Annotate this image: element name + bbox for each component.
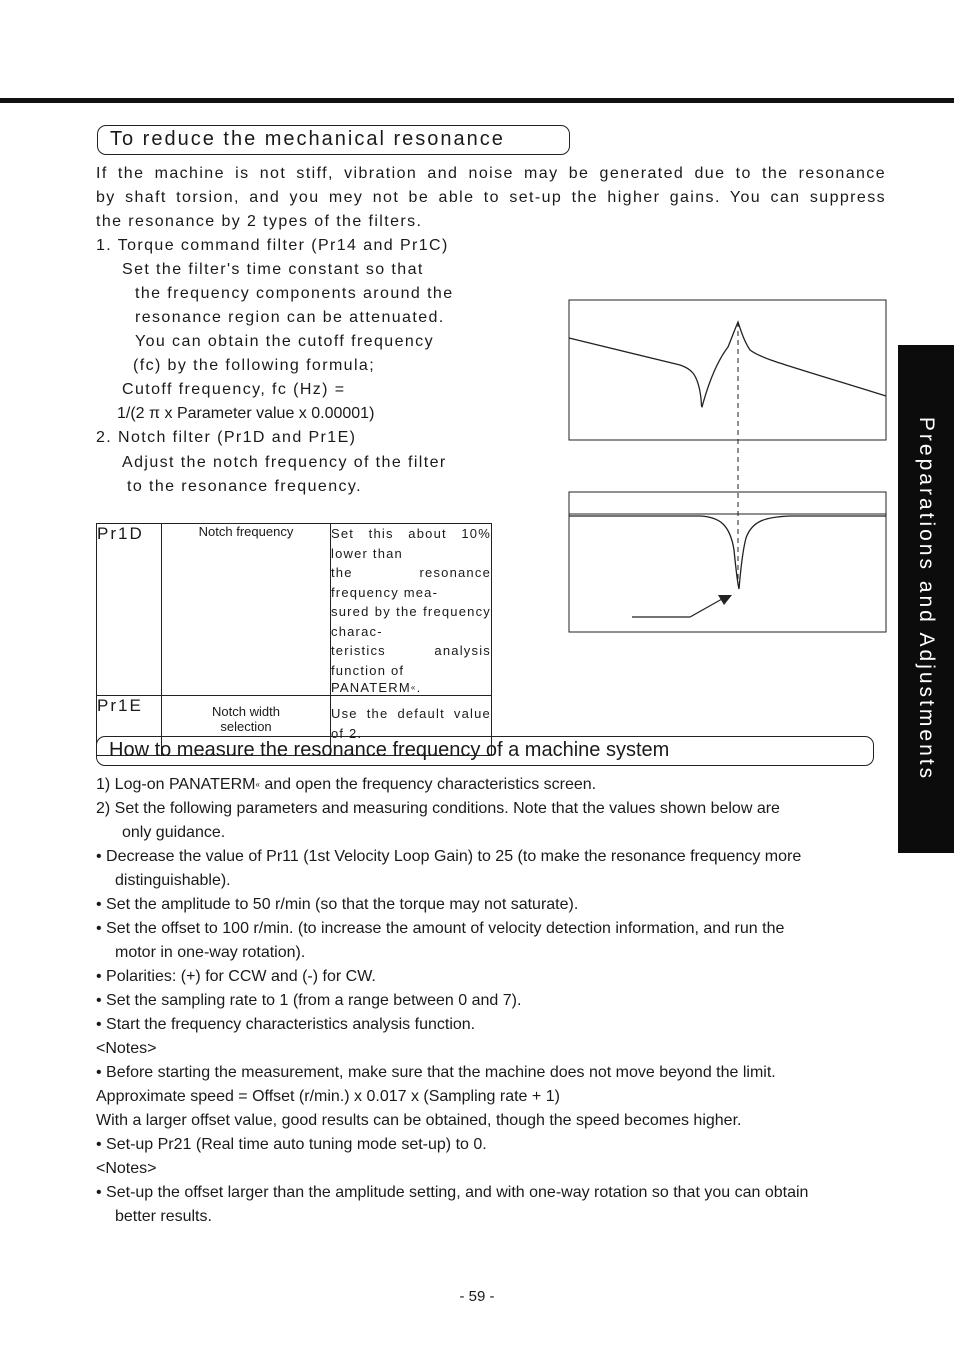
filter-item-1-line: (fc) by the following formula; xyxy=(133,357,376,374)
instruction-line: <Notes> xyxy=(96,1040,157,1057)
param-description xyxy=(331,524,492,696)
param-code: Pr1E xyxy=(97,696,162,756)
filter-item-1-line: You can obtain the cutoff frequency xyxy=(135,333,434,350)
param-code: Pr1D xyxy=(97,524,162,696)
cutoff-formula-label: Cutoff frequency, fc (Hz) = xyxy=(122,381,346,398)
chapter-side-tab-label: Preparations and Adjustments xyxy=(915,416,938,782)
cutoff-formula: 1/(2 π x Parameter value x 0.00001) xyxy=(117,405,375,422)
filter-item-1-title: 1. Torque command filter (Pr14 and Pr1C) xyxy=(96,237,449,254)
instruction-line: • Start the frequency characteristics analysis function. xyxy=(96,1016,476,1033)
filter-item-1-line: Set the filter's time constant so that xyxy=(122,261,424,278)
notch-plot-frame xyxy=(569,492,886,632)
instruction-line: • Set the sampling rate to 1 (from a range between 0 and 7). xyxy=(96,992,522,1009)
instruction-line: <Notes> xyxy=(96,1160,157,1177)
measurement-instructions xyxy=(96,773,886,1229)
filter-item-1-line: resonance region can be attenuated. xyxy=(135,309,445,326)
instruction-line: Approximate speed = Offset (r/min.) x 0.017 x (Sampling rate + 1) xyxy=(96,1088,560,1105)
brand-name: PANATERM xyxy=(331,680,411,695)
filter-item-1-line: the frequency components around the xyxy=(135,285,454,302)
instruction-line: motor in one-way rotation). xyxy=(115,944,306,961)
desc-line xyxy=(331,680,491,695)
section-heading-measure-resonance: How to measure the resonance frequency of a machine system xyxy=(96,736,874,766)
page-number: - 59 - xyxy=(459,1288,495,1305)
instruction-line: • Set-up the offset larger than the amplitude setting, and with one-way rotation so that you can obtain xyxy=(96,1184,809,1201)
desc-end: . xyxy=(416,680,422,695)
intro-line-1: If the machine is not stiff, vibration and noise may be generated due to the resonance xyxy=(96,165,886,182)
intro-line-2: by shaft torsion, and you mey not be able to set-up the higher gains. You can suppress xyxy=(96,189,886,206)
registered-mark: « xyxy=(410,683,417,692)
notch-pointer-arrow xyxy=(632,599,722,617)
instruction-line: • Set the offset to 100 r/min. (to increase the amount of velocity detection information, and run the xyxy=(96,920,785,937)
desc-line: sured by the frequency charac- xyxy=(331,604,491,639)
notch-parameter-table xyxy=(96,523,492,756)
top-rule xyxy=(0,98,954,103)
instruction-line: only guidance. xyxy=(122,824,226,841)
instruction-line: 1) Log-on PANATERM« and open the frequency characteristics screen. xyxy=(96,776,597,793)
intro-line-3: the resonance by 2 types of the filters. xyxy=(96,213,423,230)
instruction-line: distinguishable). xyxy=(115,872,231,889)
instruction-line: • Set-up Pr21 (Real time auto tuning mode set-up) to 0. xyxy=(96,1136,487,1153)
resonance-curve xyxy=(569,322,886,407)
param-name: Notch frequency xyxy=(162,524,331,696)
section-heading-mechanical-resonance: To reduce the mechanical resonance xyxy=(97,125,570,155)
desc-line: Use the default value of 2. xyxy=(331,706,491,741)
param-name: Notch width selection xyxy=(162,696,331,756)
instruction-line: better results. xyxy=(115,1208,212,1225)
chapter-side-tab xyxy=(898,345,954,853)
filter-item-2-line: to the resonance frequency. xyxy=(127,478,362,495)
instruction-line: • Set the amplitude to 50 r/min (so that the torque may not saturate). xyxy=(96,896,579,913)
notch-curve xyxy=(569,516,886,589)
table-row xyxy=(97,524,492,696)
instruction-line: With a larger offset value, good results can be obtained, though the speed becomes higher. xyxy=(96,1112,742,1129)
filter-item-2-title: 2. Notch filter (Pr1D and Pr1E) xyxy=(96,429,357,446)
filter-item-2-line: Adjust the notch frequency of the filter xyxy=(122,454,447,471)
instruction-line: • Polarities: (+) for CCW and (-) for CW. xyxy=(96,968,376,985)
notch-filter-diagram xyxy=(560,295,895,640)
desc-line: the resonance frequency mea- xyxy=(331,565,491,600)
instruction-line: • Before starting the measurement, make sure that the machine does not move beyond the limit. xyxy=(96,1064,776,1081)
resonance-plot-frame xyxy=(569,300,886,440)
instruction-line: 2) Set the following parameters and measuring conditions. Note that the values shown below are xyxy=(96,800,780,817)
desc-line: teristics analysis function of xyxy=(331,643,491,678)
desc-line: Set this about 10% lower than xyxy=(331,526,491,561)
instruction-line: • Decrease the value of Pr11 (1st Velocity Loop Gain) to 25 (to make the resonance frequency more xyxy=(96,848,802,865)
